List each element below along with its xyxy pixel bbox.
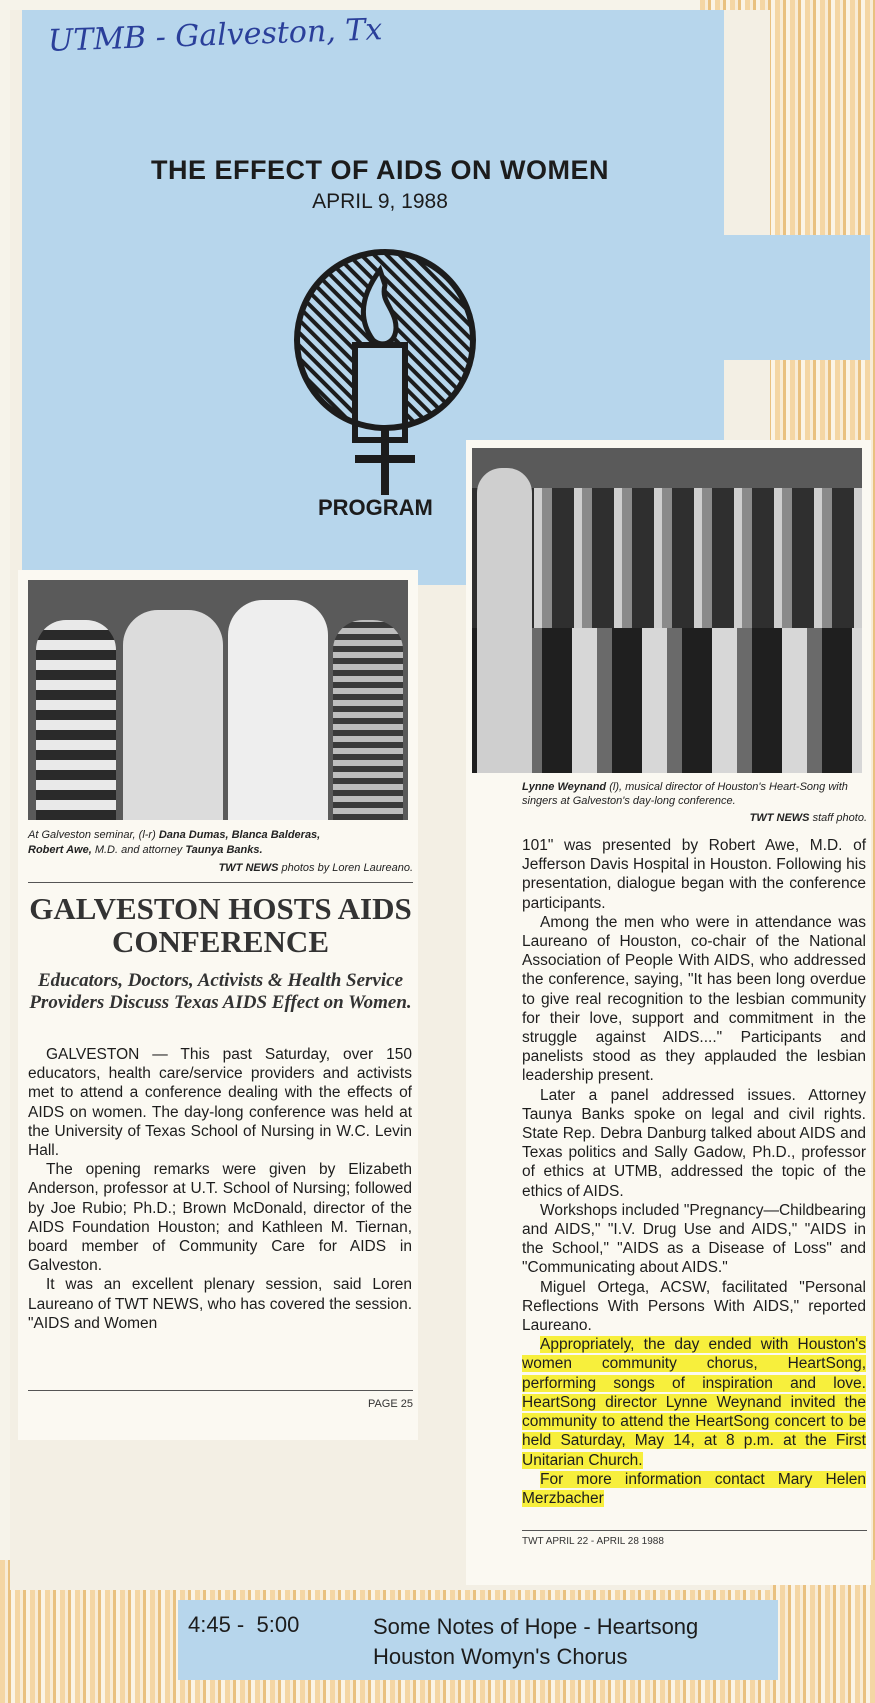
photo-conductor	[477, 468, 532, 773]
divider	[28, 1390, 413, 1391]
photo-right-credit: TWT NEWS staff photo.	[749, 812, 867, 824]
program-label: PROGRAM	[318, 495, 433, 520]
photo-right-caption: Lynne Weynand (l), musical director of Houston's Heart-Song with singers at Galveston's day-long conference.	[522, 781, 848, 807]
article-paragraph: The opening remarks were given by Elizabeth Anderson, professor at U.T. School of Nursing; followed by Joe Rubio; Ph.D.; Brown McDonald, director of the AIDS Foundation Houston; and Kathleen M. Tiernan, board member of Community Care for AIDS in Galveston.	[28, 1161, 412, 1275]
program-title: THE EFFECT OF AIDS ON WOMEN	[151, 155, 609, 185]
article-paragraph: Miguel Ortega, ACSW, facilitated "Personal Reflections With Persons With AIDS," reported Laureano.	[522, 1278, 866, 1335]
program-card-tab	[540, 235, 870, 360]
article-paragraph: 101" was presented by Robert Awe, M.D. of Jefferson Davis Hospital in Houston. Following his presentation, dialogue began with the conference participants.	[522, 837, 866, 912]
article-headline: GALVESTON HOSTS AIDS CONFERENCE	[29, 891, 412, 959]
article-paragraph: It was an excellent plenary session, said Loren Laureano of TWT NEWS, who has covered the session. "AIDS and Women	[28, 1276, 412, 1332]
issue-footer: TWT APRIL 22 - APRIL 28 1988	[522, 1536, 664, 1547]
schedule-line2: Houston Womyn's Chorus	[373, 1644, 628, 1669]
photo-chorus-singers	[472, 448, 862, 773]
schedule-time: 4:45 - 5:00	[188, 1612, 300, 1637]
article-paragraph-highlighted: Appropriately, the day ended with Houston's women community chorus, HeartSong, performing songs of inspiration and love. HeartSong director Lynne Weynand invited the community to attend the HeartSong concert to be held Saturday, May 14, at 8 p.m. at the First Unitarian Church.	[522, 1336, 866, 1469]
schedule-line1: Some Notes of Hope - Heartsong	[373, 1614, 699, 1639]
article-left-column	[28, 1045, 412, 1333]
women-candle-logo	[285, 245, 485, 510]
article-paragraph: GALVESTON — This past Saturday, over 150 educators, health care/service providers and activists met to attend a conference dealing with the effects of AIDS on women. The day-long conference was held at the University of Texas School of Nursing in W.C. Levin Hall.	[28, 1046, 412, 1160]
divider	[522, 1530, 867, 1531]
article-paragraph-highlighted: For more information contact Mary Helen Merzbacher	[522, 1470, 866, 1507]
photo-person	[123, 610, 223, 820]
program-date: APRIL 9, 1988	[312, 190, 448, 213]
article-subhead: Educators, Doctors, Activists & Health Service Providers Discuss Texas AIDS Effect on Women.	[29, 970, 412, 1013]
photo-left-caption: At Galveston seminar, (l-r) Dana Dumas, Blanca Balderas, Robert Awe, M.D. and attorney Taunya Banks.	[28, 829, 321, 856]
photo-seminar-group	[28, 580, 408, 820]
handwritten-note: UTMB - Galveston, Tx	[47, 12, 383, 59]
photo-person	[228, 600, 328, 820]
article-paragraph: Among the men who were in attendance was Laureano of Houston, co-chair of the National Association of People With AIDS, who addressed the conference, saying, "It has been long overdue to give real recognition to the lesbian community for their love, support and commitment in the struggle against AIDS...." Participants and panelists stood as they applauded the lesbian leadership present.	[522, 913, 866, 1085]
article-right-column	[522, 836, 866, 1508]
photo-person	[36, 620, 116, 820]
article-paragraph: Later a panel addressed issues. Attorney Taunya Banks spoke on legal and civil rights. State Rep. Debra Danburg talked about AIDS and Texas politics and Sally Gadow, Ph.D., professor of ethics at UTMB, addressed the topic of the ethics of AIDS.	[522, 1086, 866, 1200]
divider	[28, 882, 413, 883]
photo-left-credit: TWT NEWS photos by Loren Laureano.	[218, 862, 413, 874]
page-label: PAGE 25	[367, 1398, 413, 1410]
article-paragraph: Workshops included "Pregnancy—Childbearing and AIDS," "I.V. Drug Use and AIDS," "AIDS in the School," "AIDS as a Disease of Loss" and "Communicating about AIDS."	[522, 1201, 866, 1277]
photo-person	[333, 620, 403, 820]
